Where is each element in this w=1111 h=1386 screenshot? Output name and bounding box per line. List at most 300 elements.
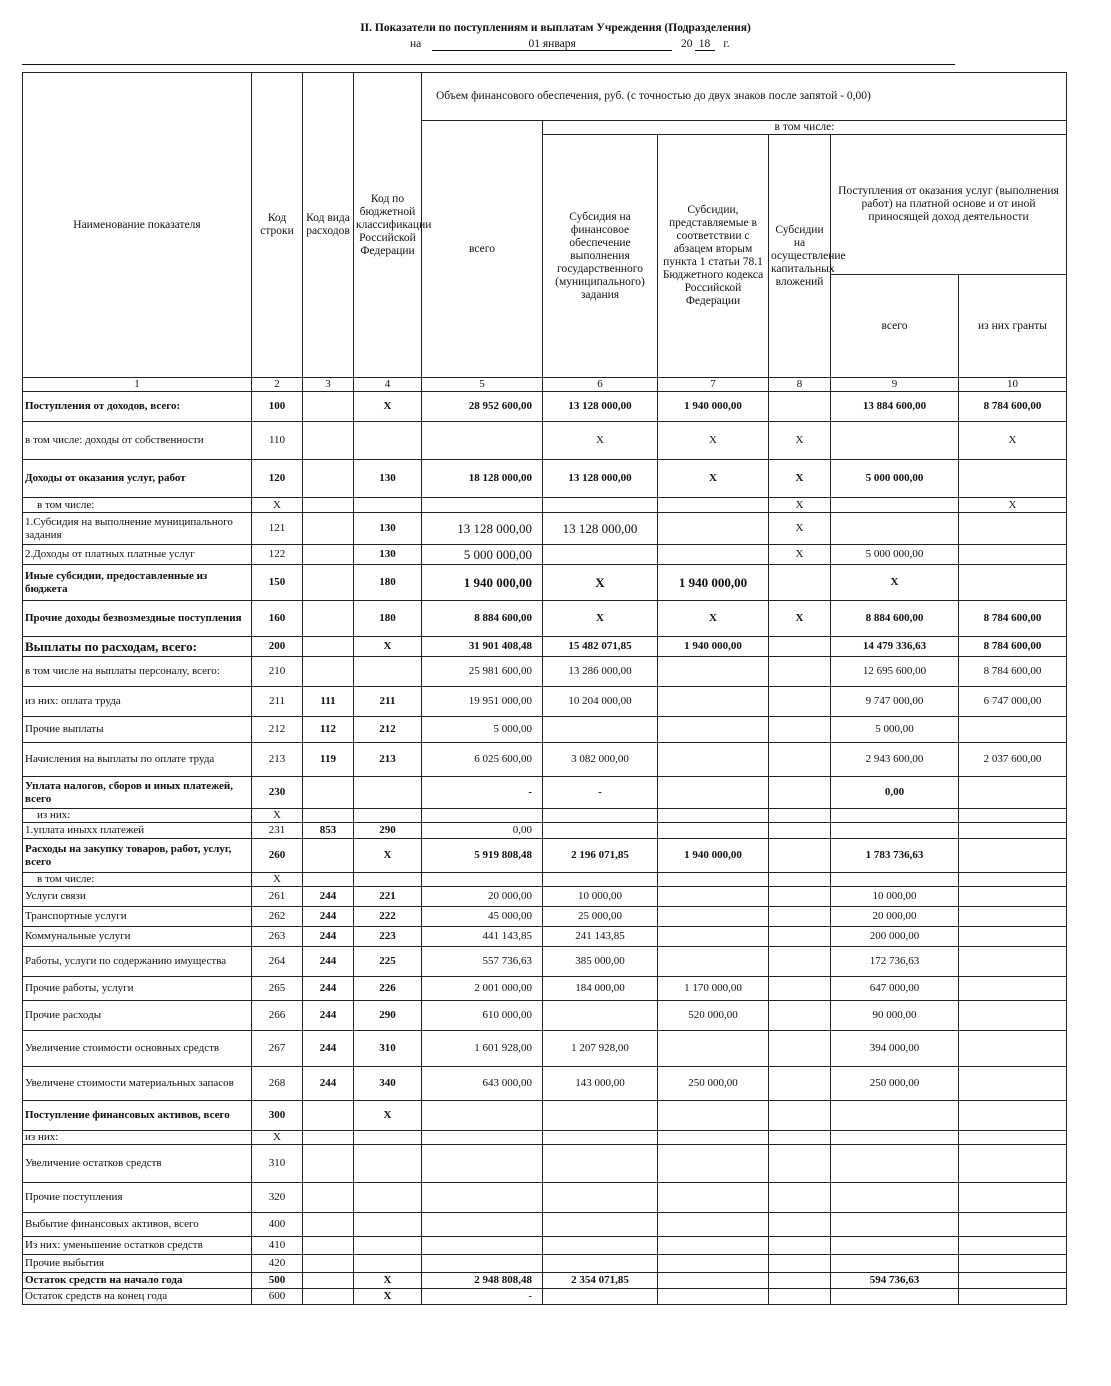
- row-subsidy-78: [658, 927, 769, 947]
- row-paid-grants: [959, 977, 1067, 1001]
- row-paid-total: 1 783 736,63: [831, 839, 959, 873]
- top-rule: [22, 64, 955, 65]
- table-row: [23, 513, 1067, 545]
- row-expense-code: [303, 498, 354, 513]
- row-total: 20 000,00: [422, 887, 543, 907]
- row-name: Выбытие финансовых активов, всего: [23, 1213, 252, 1237]
- row-paid-total: [831, 823, 959, 839]
- row-paid-total: 200 000,00: [831, 927, 959, 947]
- row-paid-grants: [959, 1289, 1067, 1305]
- row-name: в том числе: доходы от собственности: [23, 422, 252, 460]
- row-name: в том числе на выплаты персоналу, всего:: [23, 657, 252, 687]
- row-paid-total: 2 943 600,00: [831, 743, 959, 777]
- table-row: [23, 1031, 1067, 1067]
- row-budget-code: 222: [354, 907, 422, 927]
- row-subsidy-task: 13 128 000,00: [543, 392, 658, 422]
- row-name: Из них: уменьшение остатков средств: [23, 1237, 252, 1255]
- row-expense-code: 244: [303, 927, 354, 947]
- row-paid-grants: [959, 947, 1067, 977]
- row-subsidy-task: 2 196 071,85: [543, 839, 658, 873]
- row-subsidy-78: [658, 1183, 769, 1213]
- report-date: 01 января: [432, 38, 672, 51]
- row-total: 5 000 000,00: [422, 545, 543, 565]
- row-paid-grants: [959, 1237, 1067, 1255]
- row-expense-code: [303, 392, 354, 422]
- row-expense-code: 112: [303, 717, 354, 743]
- row-subsidy-capital: [769, 1067, 831, 1101]
- row-subsidy-capital: [769, 1255, 831, 1273]
- row-expense-code: 244: [303, 887, 354, 907]
- row-paid-total: [831, 498, 959, 513]
- row-total: [422, 1145, 543, 1183]
- table-row: [23, 743, 1067, 777]
- row-paid-total: 14 479 336,63: [831, 637, 959, 657]
- row-name: 2.Доходы от платных платные услуг: [23, 545, 252, 565]
- row-paid-grants: [959, 1273, 1067, 1289]
- row-code: 160: [252, 601, 303, 637]
- page-title: II. Показатели по поступлениям и выплатам Учреждения (Подразделения): [360, 22, 751, 34]
- row-code: 121: [252, 513, 303, 545]
- row-name: из них: оплата труда: [23, 687, 252, 717]
- row-paid-total: 5 000 000,00: [831, 460, 959, 498]
- row-expense-code: [303, 1273, 354, 1289]
- row-total: 18 128 000,00: [422, 460, 543, 498]
- col-header-paid-grants: из них гранты: [959, 275, 1067, 378]
- row-name: из них:: [23, 1131, 252, 1145]
- row-total: [422, 1237, 543, 1255]
- table-row: [23, 637, 1067, 657]
- row-expense-code: [303, 1213, 354, 1237]
- row-subsidy-78: [658, 1237, 769, 1255]
- col-header-including: в том числе:: [543, 121, 1067, 135]
- row-name: Иные субсидии, предоставленные из бюджета: [23, 565, 252, 601]
- row-paid-total: [831, 873, 959, 887]
- row-budget-code: X: [354, 1273, 422, 1289]
- col-number: 7: [658, 378, 769, 392]
- row-total: 25 981 600,00: [422, 657, 543, 687]
- row-subsidy-78: X: [658, 460, 769, 498]
- row-total: 8 884 600,00: [422, 601, 543, 637]
- row-total: 610 000,00: [422, 1001, 543, 1031]
- row-expense-code: 244: [303, 907, 354, 927]
- col-header-paid-total: всего: [831, 275, 959, 378]
- row-subsidy-78: 1 940 000,00: [658, 839, 769, 873]
- row-paid-total: 13 884 600,00: [831, 392, 959, 422]
- row-paid-grants: [959, 545, 1067, 565]
- row-subsidy-78: 1 940 000,00: [658, 392, 769, 422]
- row-paid-total: 172 736,63: [831, 947, 959, 977]
- row-paid-grants: [959, 927, 1067, 947]
- row-subsidy-78: 250 000,00: [658, 1067, 769, 1101]
- row-budget-code: X: [354, 839, 422, 873]
- row-subsidy-78: [658, 1131, 769, 1145]
- table-row: [23, 1289, 1067, 1305]
- row-code: 260: [252, 839, 303, 873]
- row-name: Увеличене стоимости материальных запасов: [23, 1067, 252, 1101]
- row-expense-code: [303, 565, 354, 601]
- row-subsidy-capital: [769, 637, 831, 657]
- row-budget-code: 290: [354, 1001, 422, 1031]
- row-name: 1.уплата иныхх платежей: [23, 823, 252, 839]
- row-subsidy-78: 520 000,00: [658, 1001, 769, 1031]
- row-subsidy-78: [658, 1145, 769, 1183]
- row-subsidy-task: [543, 1145, 658, 1183]
- row-expense-code: 244: [303, 947, 354, 977]
- row-paid-total: 8 884 600,00: [831, 601, 959, 637]
- table-row: [23, 545, 1067, 565]
- row-subsidy-capital: [769, 717, 831, 743]
- table-row: [23, 927, 1067, 947]
- row-expense-code: [303, 1289, 354, 1305]
- table-row: [23, 1273, 1067, 1289]
- row-paid-grants: [959, 1213, 1067, 1237]
- row-subsidy-78: [658, 687, 769, 717]
- row-paid-grants: [959, 873, 1067, 887]
- row-total: 6 025 600,00: [422, 743, 543, 777]
- row-subsidy-capital: [769, 839, 831, 873]
- row-subsidy-78: [658, 1031, 769, 1067]
- row-code: 150: [252, 565, 303, 601]
- row-subsidy-78: [658, 823, 769, 839]
- col-header-subsidy-task: Субсидия на финансовое обеспечение выполнения государственного (муниципального) задания: [543, 135, 658, 378]
- table-row: [23, 809, 1067, 823]
- row-total: 1 601 928,00: [422, 1031, 543, 1067]
- row-paid-total: [831, 1213, 959, 1237]
- table-row: [23, 687, 1067, 717]
- row-paid-total: 9 747 000,00: [831, 687, 959, 717]
- row-subsidy-task: 2 354 071,85: [543, 1273, 658, 1289]
- row-code: 212: [252, 717, 303, 743]
- row-subsidy-78: [658, 1273, 769, 1289]
- row-subsidy-78: [658, 1101, 769, 1131]
- row-expense-code: 244: [303, 1001, 354, 1031]
- row-paid-total: 5 000 000,00: [831, 545, 959, 565]
- report-year: 18: [695, 38, 715, 51]
- table-row: [23, 1213, 1067, 1237]
- row-paid-grants: [959, 887, 1067, 907]
- row-subsidy-task: [543, 1213, 658, 1237]
- row-budget-code: 130: [354, 460, 422, 498]
- row-subsidy-78: [658, 1213, 769, 1237]
- table-body: [23, 392, 1067, 1305]
- row-budget-code: [354, 1213, 422, 1237]
- table-row: [23, 657, 1067, 687]
- row-expense-code: [303, 1145, 354, 1183]
- row-budget-code: 130: [354, 545, 422, 565]
- row-paid-grants: 8 784 600,00: [959, 637, 1067, 657]
- row-name: Уплата налогов, сборов и иных платежей, всего: [23, 777, 252, 809]
- row-name: в том числе:: [23, 873, 252, 887]
- col-number: 5: [422, 378, 543, 392]
- row-paid-total: 394 000,00: [831, 1031, 959, 1067]
- row-paid-total: X: [831, 565, 959, 601]
- row-name: Прочие выплаты: [23, 717, 252, 743]
- row-paid-grants: 2 037 600,00: [959, 743, 1067, 777]
- table-row: [23, 1255, 1067, 1273]
- row-budget-code: [354, 498, 422, 513]
- col-number: 3: [303, 378, 354, 392]
- table-row: [23, 565, 1067, 601]
- row-code: 400: [252, 1213, 303, 1237]
- row-code: 200: [252, 637, 303, 657]
- row-paid-total: [831, 1237, 959, 1255]
- row-subsidy-capital: X: [769, 460, 831, 498]
- row-subsidy-task: X: [543, 565, 658, 601]
- row-subsidy-capital: [769, 657, 831, 687]
- row-code: 261: [252, 887, 303, 907]
- col-number: 1: [23, 378, 252, 392]
- row-expense-code: 853: [303, 823, 354, 839]
- row-name: 1.Субсидия на выполнение муниципального задания: [23, 513, 252, 545]
- row-subsidy-capital: [769, 1031, 831, 1067]
- row-code: 267: [252, 1031, 303, 1067]
- row-subsidy-task: [543, 1131, 658, 1145]
- row-paid-grants: X: [959, 422, 1067, 460]
- row-subsidy-78: [658, 907, 769, 927]
- table-row: [23, 422, 1067, 460]
- row-total: 13 128 000,00: [422, 513, 543, 545]
- row-name: Расходы на закупку товаров, работ, услуг, всего: [23, 839, 252, 873]
- row-name: Поступления от доходов, всего:: [23, 392, 252, 422]
- row-subsidy-capital: [769, 887, 831, 907]
- row-subsidy-capital: [769, 927, 831, 947]
- row-paid-total: 90 000,00: [831, 1001, 959, 1031]
- row-total: 2 001 000,00: [422, 977, 543, 1001]
- row-code: X: [252, 873, 303, 887]
- row-paid-total: 12 695 600,00: [831, 657, 959, 687]
- row-code: 210: [252, 657, 303, 687]
- row-budget-code: 212: [354, 717, 422, 743]
- row-subsidy-capital: [769, 687, 831, 717]
- row-subsidy-task: [543, 873, 658, 887]
- col-number: 2: [252, 378, 303, 392]
- row-budget-code: [354, 1131, 422, 1145]
- row-paid-grants: [959, 777, 1067, 809]
- row-subsidy-capital: [769, 1273, 831, 1289]
- row-paid-total: [831, 422, 959, 460]
- row-budget-code: 130: [354, 513, 422, 545]
- col-header-code-expense: Код вида расходов: [303, 73, 354, 378]
- row-budget-code: 211: [354, 687, 422, 717]
- table-row: [23, 907, 1067, 927]
- row-expense-code: [303, 422, 354, 460]
- row-expense-code: [303, 777, 354, 809]
- row-total: [422, 1183, 543, 1213]
- row-subsidy-task: 241 143,85: [543, 927, 658, 947]
- row-paid-grants: [959, 1031, 1067, 1067]
- col-header-volume: Объем финансового обеспечения, руб. (с точностью до двух знаков после запятой - 0,00): [422, 73, 1067, 121]
- row-budget-code: [354, 777, 422, 809]
- row-paid-total: [831, 513, 959, 545]
- row-paid-grants: [959, 1131, 1067, 1145]
- row-code: 310: [252, 1145, 303, 1183]
- row-paid-total: 250 000,00: [831, 1067, 959, 1101]
- row-subsidy-78: 1 940 000,00: [658, 637, 769, 657]
- row-paid-grants: [959, 907, 1067, 927]
- table-row: [23, 392, 1067, 422]
- row-paid-total: [831, 1131, 959, 1145]
- row-subsidy-capital: [769, 743, 831, 777]
- row-subsidy-task: X: [543, 422, 658, 460]
- table-row: [23, 1101, 1067, 1131]
- row-code: 262: [252, 907, 303, 927]
- row-code: 213: [252, 743, 303, 777]
- row-total: 19 951 000,00: [422, 687, 543, 717]
- row-name: Прочие расходы: [23, 1001, 252, 1031]
- row-name: Выплаты по расходам, всего:: [23, 637, 252, 657]
- row-subsidy-78: [658, 777, 769, 809]
- row-code: 231: [252, 823, 303, 839]
- row-name: Транспортные услуги: [23, 907, 252, 927]
- row-name: Начисления на выплаты по оплате труда: [23, 743, 252, 777]
- row-name: из них:: [23, 809, 252, 823]
- row-budget-code: 225: [354, 947, 422, 977]
- row-expense-code: [303, 601, 354, 637]
- row-paid-grants: [959, 565, 1067, 601]
- row-subsidy-task: 15 482 071,85: [543, 637, 658, 657]
- row-subsidy-task: [543, 717, 658, 743]
- row-code: X: [252, 809, 303, 823]
- financial-table: [22, 72, 1067, 1305]
- table-row: [23, 1001, 1067, 1031]
- col-header-total: всего: [422, 121, 543, 378]
- row-subsidy-capital: X: [769, 422, 831, 460]
- row-paid-total: [831, 1183, 959, 1213]
- row-total: 643 000,00: [422, 1067, 543, 1101]
- row-subsidy-task: 13 286 000,00: [543, 657, 658, 687]
- row-budget-code: 340: [354, 1067, 422, 1101]
- row-budget-code: [354, 1183, 422, 1213]
- row-paid-grants: [959, 1255, 1067, 1273]
- col-header-name: Наименование показателя: [23, 73, 252, 378]
- row-budget-code: 226: [354, 977, 422, 1001]
- row-name: Увеличение стоимости основных средств: [23, 1031, 252, 1067]
- row-expense-code: [303, 1237, 354, 1255]
- row-total: 5 000,00: [422, 717, 543, 743]
- row-budget-code: [354, 1145, 422, 1183]
- row-subsidy-task: [543, 809, 658, 823]
- row-budget-code: [354, 1237, 422, 1255]
- row-paid-grants: [959, 1001, 1067, 1031]
- row-subsidy-task: 13 128 000,00: [543, 513, 658, 545]
- row-paid-grants: [959, 513, 1067, 545]
- table-row: [23, 498, 1067, 513]
- table-row: [23, 1067, 1067, 1101]
- row-subsidy-78: [658, 657, 769, 687]
- row-paid-grants: [959, 717, 1067, 743]
- row-expense-code: [303, 513, 354, 545]
- row-code: 500: [252, 1273, 303, 1289]
- row-budget-code: X: [354, 1289, 422, 1305]
- table-row: [23, 1237, 1067, 1255]
- row-paid-total: [831, 1289, 959, 1305]
- row-paid-grants: 8 784 600,00: [959, 601, 1067, 637]
- row-paid-total: [831, 1101, 959, 1131]
- row-total: 28 952 600,00: [422, 392, 543, 422]
- table-header: [23, 73, 1067, 392]
- row-code: X: [252, 498, 303, 513]
- col-number: 6: [543, 378, 658, 392]
- row-subsidy-task: 143 000,00: [543, 1067, 658, 1101]
- row-code: 320: [252, 1183, 303, 1213]
- row-subsidy-capital: [769, 1131, 831, 1145]
- row-code: 265: [252, 977, 303, 1001]
- row-subsidy-78: [658, 513, 769, 545]
- row-expense-code: 244: [303, 1031, 354, 1067]
- row-subsidy-78: X: [658, 601, 769, 637]
- table-row: [23, 839, 1067, 873]
- row-total: [422, 1255, 543, 1273]
- row-subsidy-capital: X: [769, 498, 831, 513]
- row-name: Остаток средств на конец года: [23, 1289, 252, 1305]
- row-code: X: [252, 1131, 303, 1145]
- row-budget-code: [354, 657, 422, 687]
- row-subsidy-capital: [769, 873, 831, 887]
- row-paid-total: [831, 1145, 959, 1183]
- row-code: 263: [252, 927, 303, 947]
- table-row: [23, 717, 1067, 743]
- row-budget-code: [354, 1255, 422, 1273]
- row-subsidy-task: [543, 1289, 658, 1305]
- row-paid-total: 647 000,00: [831, 977, 959, 1001]
- row-name: Услуги связи: [23, 887, 252, 907]
- row-paid-total: 10 000,00: [831, 887, 959, 907]
- row-subsidy-task: 184 000,00: [543, 977, 658, 1001]
- row-code: 300: [252, 1101, 303, 1131]
- row-subsidy-capital: [769, 907, 831, 927]
- row-budget-code: [354, 873, 422, 887]
- row-budget-code: 290: [354, 823, 422, 839]
- row-code: 420: [252, 1255, 303, 1273]
- row-name: Поступление финансовых активов, всего: [23, 1101, 252, 1131]
- row-subsidy-task: [543, 823, 658, 839]
- row-subsidy-task: 385 000,00: [543, 947, 658, 977]
- col-header-code-row: Код строки: [252, 73, 303, 378]
- row-subsidy-78: [658, 717, 769, 743]
- row-paid-grants: [959, 1067, 1067, 1101]
- col-number: 9: [831, 378, 959, 392]
- row-total: -: [422, 777, 543, 809]
- table-row: [23, 1145, 1067, 1183]
- row-name: Коммунальные услуги: [23, 927, 252, 947]
- row-paid-total: 20 000,00: [831, 907, 959, 927]
- col-number: 10: [959, 378, 1067, 392]
- row-expense-code: [303, 1183, 354, 1213]
- row-subsidy-task: -: [543, 777, 658, 809]
- row-subsidy-78: [658, 947, 769, 977]
- row-total: 0,00: [422, 823, 543, 839]
- row-subsidy-capital: [769, 1001, 831, 1031]
- row-code: 600: [252, 1289, 303, 1305]
- table-row: [23, 777, 1067, 809]
- row-subsidy-capital: [769, 947, 831, 977]
- row-name: Прочие выбытия: [23, 1255, 252, 1273]
- row-code: 122: [252, 545, 303, 565]
- row-subsidy-task: [543, 498, 658, 513]
- row-code: 410: [252, 1237, 303, 1255]
- row-total: [422, 498, 543, 513]
- row-subsidy-task: [543, 545, 658, 565]
- row-total: 2 948 808,48: [422, 1273, 543, 1289]
- row-subsidy-task: [543, 1255, 658, 1273]
- row-expense-code: [303, 545, 354, 565]
- row-subsidy-capital: [769, 823, 831, 839]
- row-subsidy-78: [658, 545, 769, 565]
- row-paid-total: [831, 809, 959, 823]
- row-subsidy-capital: [769, 1213, 831, 1237]
- year-prefix: 20: [681, 38, 693, 50]
- row-subsidy-capital: X: [769, 545, 831, 565]
